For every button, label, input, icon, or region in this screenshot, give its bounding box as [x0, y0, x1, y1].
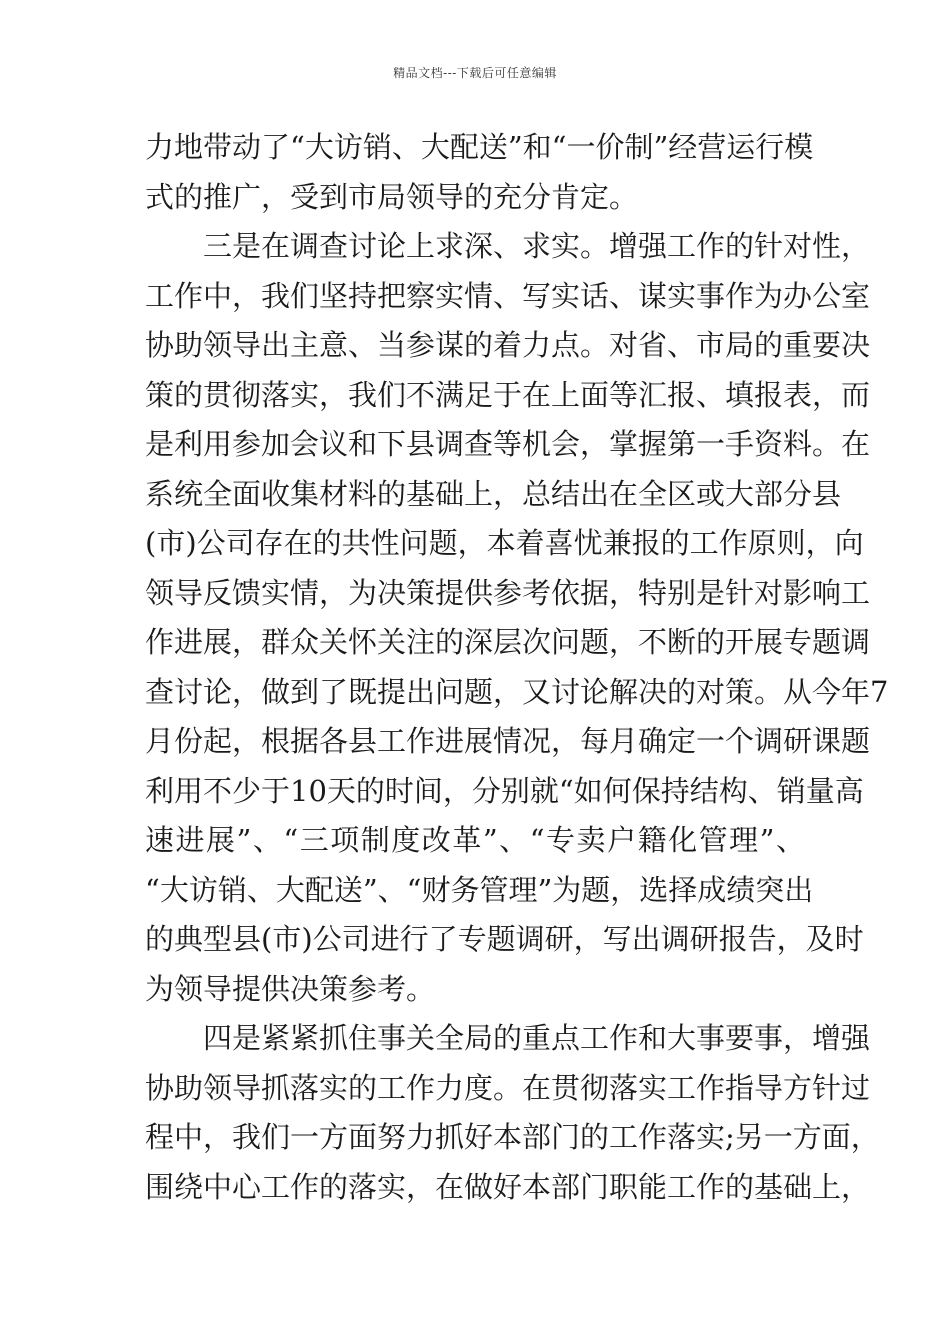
text-line: 的典型县(市)公司进行了专题调研，写出调研报告，及时	[145, 922, 864, 956]
text-line: 围绕中心工作的落实，在做好本部门职能工作的基础上，	[145, 1169, 871, 1204]
text-line: 为领导提供决策参考。	[145, 971, 436, 1006]
text-line: 协助领导出主意、当参谋的着力点。对省、市局的重要决	[145, 328, 871, 362]
text-line: “大访销、大配送”、“财务管理”为题，选择成绩突出	[145, 872, 814, 907]
document-body	[145, 123, 889, 1212]
page-header-note: 精品文档---下载后可任意编辑	[393, 66, 557, 80]
text-line: 速进展”、“三项制度改革”、“专卖户籍化管理”、	[145, 823, 805, 857]
text-line: 是利用参加会议和下县调查等机会，掌握第一手资料。在	[145, 427, 871, 461]
text-line: 工作中，我们坚持把察实情、写实话、谋实事作为办公室	[145, 278, 871, 313]
text-line: 程中，我们一方面努力抓好本部门的工作落实;另一方面，	[145, 1120, 880, 1154]
text-line: 领导反馈实情，为决策提供参考依据，特别是针对影响工	[145, 575, 871, 610]
text-line: 作进展，群众关怀关注的深层次问题，不断的开展专题调	[145, 625, 871, 659]
text-line: 三是在调查讨论上求深、求实。增强工作的针对性，	[203, 229, 871, 263]
text-line: 系统全面收集材料的基础上，总结出在全区或大部分县	[145, 476, 842, 511]
text-line: 策的贯彻落实，我们不满足于在上面等汇报、填报表，而	[145, 377, 871, 412]
text-line: 四是紧紧抓住事关全局的重点工作和大事要事，增强	[203, 1021, 871, 1055]
paragraph-1	[145, 123, 814, 222]
text-line: 月份起，根据各县工作进展情况，每月确定一个调研课题	[145, 724, 871, 758]
text-line: 式的推广，受到市局领导的充分肯定。	[145, 179, 639, 214]
paragraph-2	[145, 222, 889, 1014]
text-line: 协助领导抓落实的工作力度。在贯彻落实工作指导方针过	[145, 1070, 871, 1105]
text-line: 力地带动了“大访销、大配送”和“一价制”经营运行模	[145, 130, 814, 164]
text-line: 利用不少于10天的时间，分别就“如何保持结构、销量高	[145, 773, 864, 808]
paragraph-3	[145, 1014, 880, 1212]
text-line: (市)公司存在的共性问题，本着喜忧兼报的工作原则，向	[145, 526, 864, 560]
text-line: 查讨论，做到了既提出问题，又讨论解决的对策。从今年7	[145, 674, 889, 709]
